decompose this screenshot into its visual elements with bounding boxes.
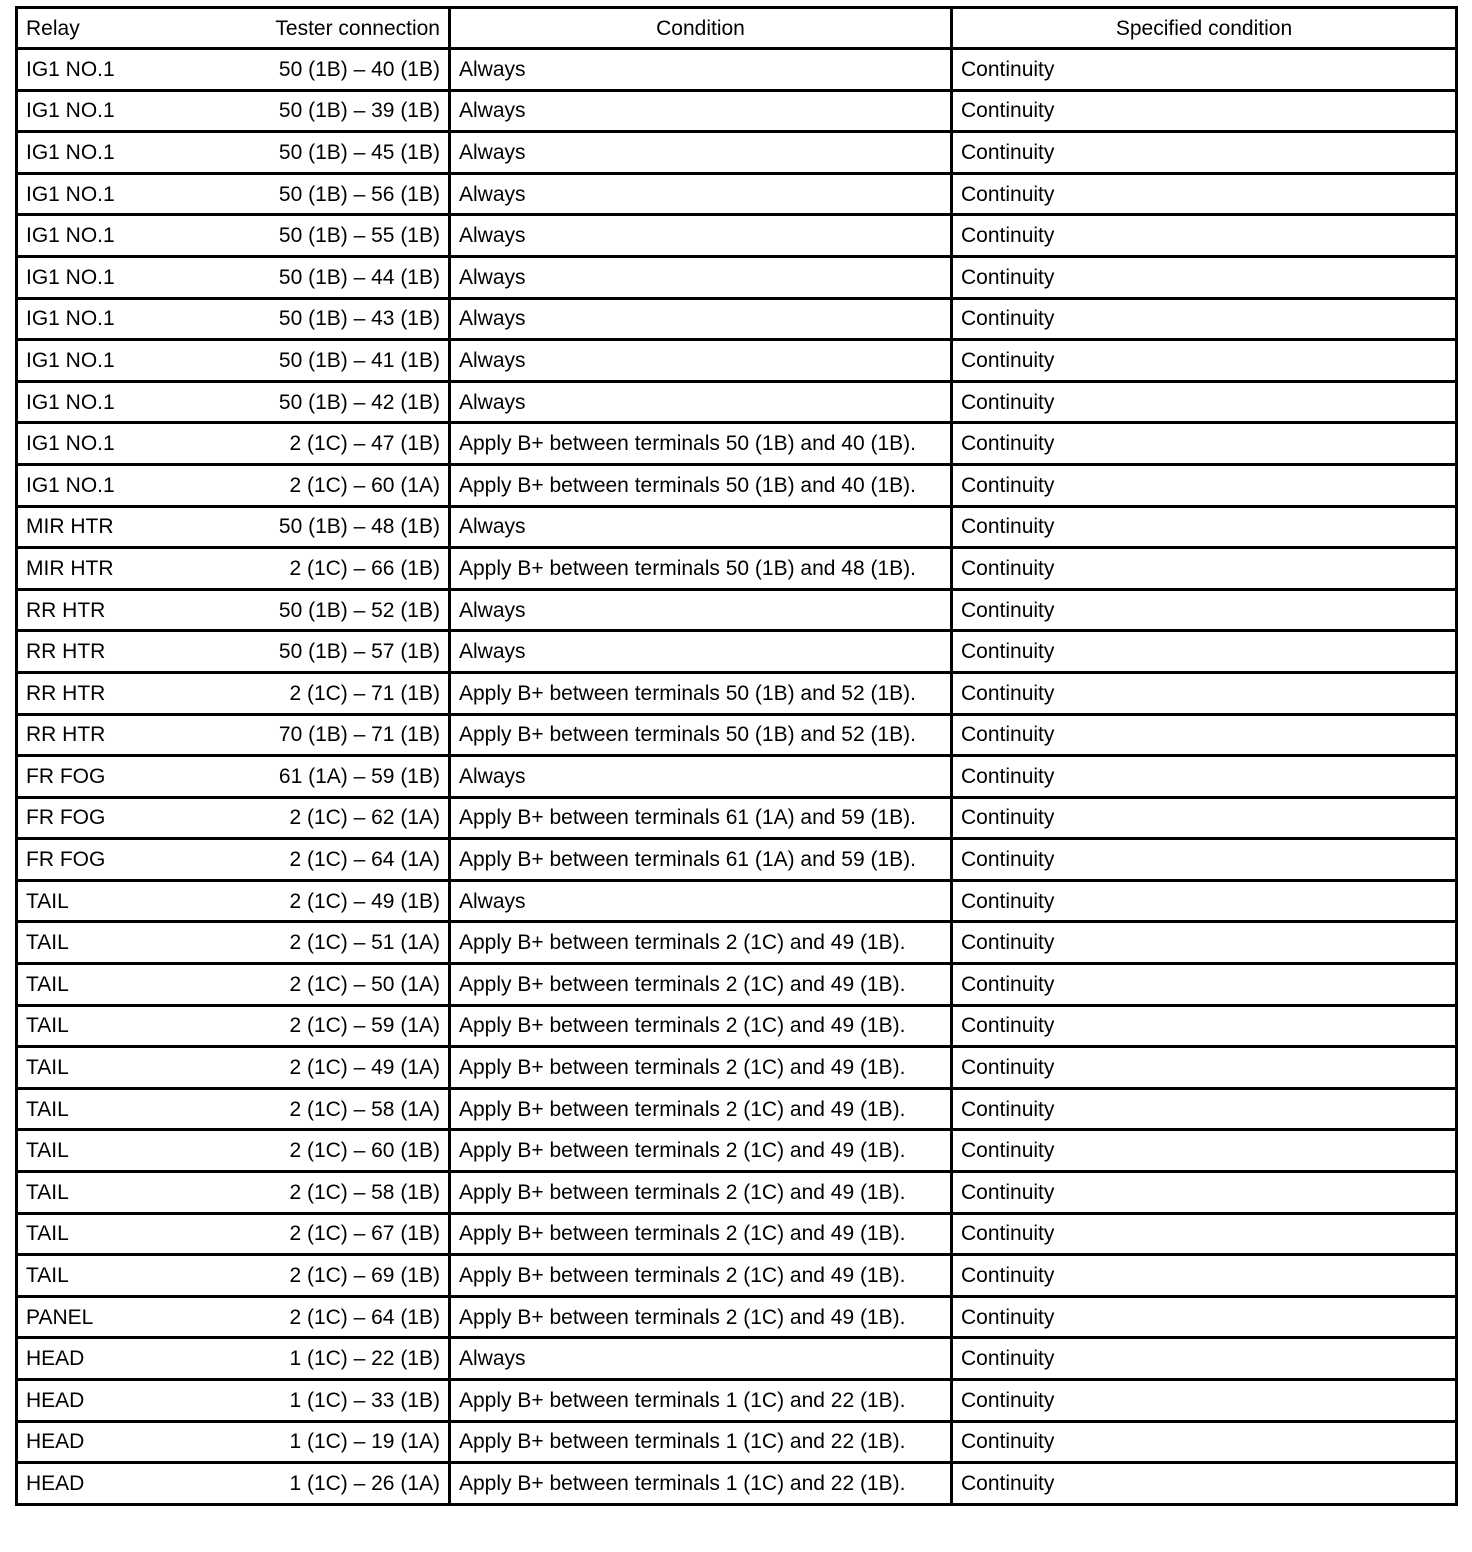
condition-cell: Always <box>450 506 952 548</box>
table-row <box>17 90 1457 132</box>
relay-cell: FR FOG <box>17 756 162 798</box>
condition-cell: Always <box>450 381 952 423</box>
condition-cell: Apply B+ between terminals 2 (1C) and 49 (1B). <box>450 1047 952 1089</box>
specified-condition-cell: Continuity <box>952 548 1457 590</box>
specified-condition-cell: Continuity <box>952 423 1457 465</box>
condition-cell: Always <box>450 1338 952 1380</box>
relay-cell: IG1 NO.1 <box>17 298 162 340</box>
condition-cell: Always <box>450 256 952 298</box>
specified-condition-cell: Continuity <box>952 340 1457 382</box>
relay-cell: TAIL <box>17 1047 162 1089</box>
relay-cell: TAIL <box>17 1255 162 1297</box>
tester-connection-cell: 2 (1C) – 60 (1A) <box>162 464 450 506</box>
tester-connection-cell: 2 (1C) – 51 (1A) <box>162 922 450 964</box>
specified-condition-cell: Continuity <box>952 922 1457 964</box>
tester-connection-cell: 50 (1B) – 52 (1B) <box>162 589 450 631</box>
tester-connection-cell: 2 (1C) – 49 (1B) <box>162 880 450 922</box>
tester-connection-cell: 2 (1C) – 49 (1A) <box>162 1047 450 1089</box>
relay-cell: IG1 NO.1 <box>17 49 162 91</box>
relay-cell: FR FOG <box>17 797 162 839</box>
specified-condition-cell: Continuity <box>952 839 1457 881</box>
tester-connection-cell: 1 (1C) – 22 (1B) <box>162 1338 450 1380</box>
specified-condition-cell: Continuity <box>952 506 1457 548</box>
table-row <box>17 922 1457 964</box>
relay-cell: PANEL <box>17 1296 162 1338</box>
table-row <box>17 631 1457 673</box>
specified-condition-cell: Continuity <box>952 1296 1457 1338</box>
tester-connection-cell: 2 (1C) – 67 (1B) <box>162 1213 450 1255</box>
relay-cell: TAIL <box>17 1088 162 1130</box>
tester-connection-cell: 50 (1B) – 40 (1B) <box>162 49 450 91</box>
specified-condition-cell: Continuity <box>952 1130 1457 1172</box>
condition-cell: Apply B+ between terminals 50 (1B) and 52 (1B). <box>450 714 952 756</box>
specified-condition-cell: Continuity <box>952 589 1457 631</box>
tester-connection-cell: 2 (1C) – 64 (1A) <box>162 839 450 881</box>
tester-connection-cell: 50 (1B) – 55 (1B) <box>162 215 450 257</box>
tester-connection-cell: 70 (1B) – 71 (1B) <box>162 714 450 756</box>
relay-cell: TAIL <box>17 922 162 964</box>
header-tester-connection: Tester connection <box>162 8 450 49</box>
table-row <box>17 1130 1457 1172</box>
condition-cell: Apply B+ between terminals 50 (1B) and 52 (1B). <box>450 672 952 714</box>
relay-cell: MIR HTR <box>17 506 162 548</box>
table-row <box>17 756 1457 798</box>
condition-cell: Always <box>450 49 952 91</box>
relay-cell: IG1 NO.1 <box>17 215 162 257</box>
condition-cell: Apply B+ between terminals 61 (1A) and 59 (1B). <box>450 797 952 839</box>
tester-connection-cell: 2 (1C) – 58 (1B) <box>162 1172 450 1214</box>
condition-cell: Apply B+ between terminals 1 (1C) and 22 (1B). <box>450 1421 952 1463</box>
relay-cell: RR HTR <box>17 589 162 631</box>
condition-cell: Apply B+ between terminals 1 (1C) and 22 (1B). <box>450 1380 952 1422</box>
relay-cell: TAIL <box>17 880 162 922</box>
table-row <box>17 1421 1457 1463</box>
table-body <box>17 49 1457 1505</box>
relay-cell: HEAD <box>17 1463 162 1505</box>
relay-cell: IG1 NO.1 <box>17 90 162 132</box>
table-row <box>17 1255 1457 1297</box>
specified-condition-cell: Continuity <box>952 1255 1457 1297</box>
header-row <box>17 8 1457 49</box>
tester-connection-cell: 50 (1B) – 48 (1B) <box>162 506 450 548</box>
table-row <box>17 1047 1457 1089</box>
specified-condition-cell: Continuity <box>952 797 1457 839</box>
relay-cell: IG1 NO.1 <box>17 464 162 506</box>
header-condition: Condition <box>450 8 952 49</box>
tester-connection-cell: 61 (1A) – 59 (1B) <box>162 756 450 798</box>
specified-condition-cell: Continuity <box>952 964 1457 1006</box>
tester-connection-cell: 2 (1C) – 60 (1B) <box>162 1130 450 1172</box>
condition-cell: Apply B+ between terminals 2 (1C) and 49 (1B). <box>450 1255 952 1297</box>
condition-cell: Always <box>450 298 952 340</box>
specified-condition-cell: Continuity <box>952 880 1457 922</box>
condition-cell: Always <box>450 340 952 382</box>
table-row <box>17 548 1457 590</box>
specified-condition-cell: Continuity <box>952 381 1457 423</box>
tester-connection-cell: 50 (1B) – 45 (1B) <box>162 132 450 174</box>
specified-condition-cell: Continuity <box>952 173 1457 215</box>
condition-cell: Always <box>450 756 952 798</box>
relay-cell: IG1 NO.1 <box>17 381 162 423</box>
table-row <box>17 964 1457 1006</box>
specified-condition-cell: Continuity <box>952 714 1457 756</box>
condition-cell: Apply B+ between terminals 1 (1C) and 22 (1B). <box>450 1463 952 1505</box>
tester-connection-cell: 50 (1B) – 56 (1B) <box>162 173 450 215</box>
table-row <box>17 298 1457 340</box>
condition-cell: Apply B+ between terminals 2 (1C) and 49 (1B). <box>450 922 952 964</box>
tester-connection-cell: 2 (1C) – 47 (1B) <box>162 423 450 465</box>
table-row <box>17 1463 1457 1505</box>
relay-cell: RR HTR <box>17 714 162 756</box>
relay-cell: FR FOG <box>17 839 162 881</box>
tester-connection-cell: 50 (1B) – 43 (1B) <box>162 298 450 340</box>
specified-condition-cell: Continuity <box>952 631 1457 673</box>
specified-condition-cell: Continuity <box>952 256 1457 298</box>
table-row <box>17 1172 1457 1214</box>
tester-connection-cell: 2 (1C) – 59 (1A) <box>162 1005 450 1047</box>
table-header <box>17 8 1457 49</box>
relay-cell: HEAD <box>17 1421 162 1463</box>
tester-connection-cell: 2 (1C) – 62 (1A) <box>162 797 450 839</box>
table-row <box>17 215 1457 257</box>
tester-connection-cell: 2 (1C) – 64 (1B) <box>162 1296 450 1338</box>
specified-condition-cell: Continuity <box>952 1380 1457 1422</box>
specified-condition-cell: Continuity <box>952 1047 1457 1089</box>
condition-cell: Always <box>450 215 952 257</box>
specified-condition-cell: Continuity <box>952 298 1457 340</box>
table-row <box>17 1338 1457 1380</box>
condition-cell: Apply B+ between terminals 2 (1C) and 49 (1B). <box>450 1130 952 1172</box>
condition-cell: Apply B+ between terminals 2 (1C) and 49 (1B). <box>450 1296 952 1338</box>
table-row <box>17 340 1457 382</box>
table-row <box>17 1213 1457 1255</box>
condition-cell: Apply B+ between terminals 2 (1C) and 49 (1B). <box>450 1088 952 1130</box>
relay-cell: TAIL <box>17 1213 162 1255</box>
condition-cell: Apply B+ between terminals 50 (1B) and 48 (1B). <box>450 548 952 590</box>
specified-condition-cell: Continuity <box>952 756 1457 798</box>
specified-condition-cell: Continuity <box>952 215 1457 257</box>
condition-cell: Always <box>450 173 952 215</box>
condition-cell: Always <box>450 880 952 922</box>
table-row <box>17 1296 1457 1338</box>
tester-connection-cell: 2 (1C) – 50 (1A) <box>162 964 450 1006</box>
relay-cell: TAIL <box>17 964 162 1006</box>
specified-condition-cell: Continuity <box>952 672 1457 714</box>
specified-condition-cell: Continuity <box>952 1005 1457 1047</box>
tester-connection-cell: 2 (1C) – 66 (1B) <box>162 548 450 590</box>
relay-cell: RR HTR <box>17 631 162 673</box>
table-row <box>17 1380 1457 1422</box>
specified-condition-cell: Continuity <box>952 1338 1457 1380</box>
relay-inspection-table <box>15 6 1458 1506</box>
specified-condition-cell: Continuity <box>952 1421 1457 1463</box>
specified-condition-cell: Continuity <box>952 1088 1457 1130</box>
relay-cell: IG1 NO.1 <box>17 423 162 465</box>
specified-condition-cell: Continuity <box>952 90 1457 132</box>
table-row <box>17 1088 1457 1130</box>
relay-cell: IG1 NO.1 <box>17 256 162 298</box>
tester-connection-cell: 50 (1B) – 44 (1B) <box>162 256 450 298</box>
tester-connection-cell: 50 (1B) – 57 (1B) <box>162 631 450 673</box>
condition-cell: Apply B+ between terminals 2 (1C) and 49 (1B). <box>450 1005 952 1047</box>
table-row <box>17 49 1457 91</box>
table-row <box>17 589 1457 631</box>
specified-condition-cell: Continuity <box>952 464 1457 506</box>
table-row <box>17 381 1457 423</box>
table-row <box>17 464 1457 506</box>
tester-connection-cell: 1 (1C) – 26 (1A) <box>162 1463 450 1505</box>
table-row <box>17 132 1457 174</box>
condition-cell: Apply B+ between terminals 2 (1C) and 49 (1B). <box>450 964 952 1006</box>
condition-cell: Always <box>450 90 952 132</box>
condition-cell: Always <box>450 132 952 174</box>
relay-cell: TAIL <box>17 1005 162 1047</box>
tester-connection-cell: 2 (1C) – 69 (1B) <box>162 1255 450 1297</box>
specified-condition-cell: Continuity <box>952 1172 1457 1214</box>
condition-cell: Apply B+ between terminals 50 (1B) and 40 (1B). <box>450 464 952 506</box>
table-row <box>17 173 1457 215</box>
specified-condition-cell: Continuity <box>952 1463 1457 1505</box>
header-relay: Relay <box>17 8 162 49</box>
table-row <box>17 672 1457 714</box>
table-row <box>17 797 1457 839</box>
condition-cell: Always <box>450 589 952 631</box>
table-row <box>17 506 1457 548</box>
relay-cell: TAIL <box>17 1172 162 1214</box>
table-row <box>17 256 1457 298</box>
relay-cell: HEAD <box>17 1380 162 1422</box>
tester-connection-cell: 1 (1C) – 19 (1A) <box>162 1421 450 1463</box>
tester-connection-cell: 50 (1B) – 42 (1B) <box>162 381 450 423</box>
condition-cell: Apply B+ between terminals 61 (1A) and 59 (1B). <box>450 839 952 881</box>
table-row <box>17 1005 1457 1047</box>
tester-connection-cell: 2 (1C) – 58 (1A) <box>162 1088 450 1130</box>
relay-cell: IG1 NO.1 <box>17 173 162 215</box>
tester-connection-cell: 2 (1C) – 71 (1B) <box>162 672 450 714</box>
relay-cell: MIR HTR <box>17 548 162 590</box>
condition-cell: Apply B+ between terminals 50 (1B) and 40 (1B). <box>450 423 952 465</box>
specified-condition-cell: Continuity <box>952 1213 1457 1255</box>
tester-connection-cell: 50 (1B) – 41 (1B) <box>162 340 450 382</box>
relay-cell: TAIL <box>17 1130 162 1172</box>
relay-cell: IG1 NO.1 <box>17 340 162 382</box>
specified-condition-cell: Continuity <box>952 49 1457 91</box>
relay-cell: IG1 NO.1 <box>17 132 162 174</box>
condition-cell: Always <box>450 631 952 673</box>
condition-cell: Apply B+ between terminals 2 (1C) and 49 (1B). <box>450 1213 952 1255</box>
relay-cell: RR HTR <box>17 672 162 714</box>
table-row <box>17 880 1457 922</box>
table-row <box>17 714 1457 756</box>
relay-cell: HEAD <box>17 1338 162 1380</box>
header-specified-condition: Specified condition <box>952 8 1457 49</box>
table-row <box>17 423 1457 465</box>
condition-cell: Apply B+ between terminals 2 (1C) and 49 (1B). <box>450 1172 952 1214</box>
tester-connection-cell: 1 (1C) – 33 (1B) <box>162 1380 450 1422</box>
specified-condition-cell: Continuity <box>952 132 1457 174</box>
tester-connection-cell: 50 (1B) – 39 (1B) <box>162 90 450 132</box>
table-row <box>17 839 1457 881</box>
